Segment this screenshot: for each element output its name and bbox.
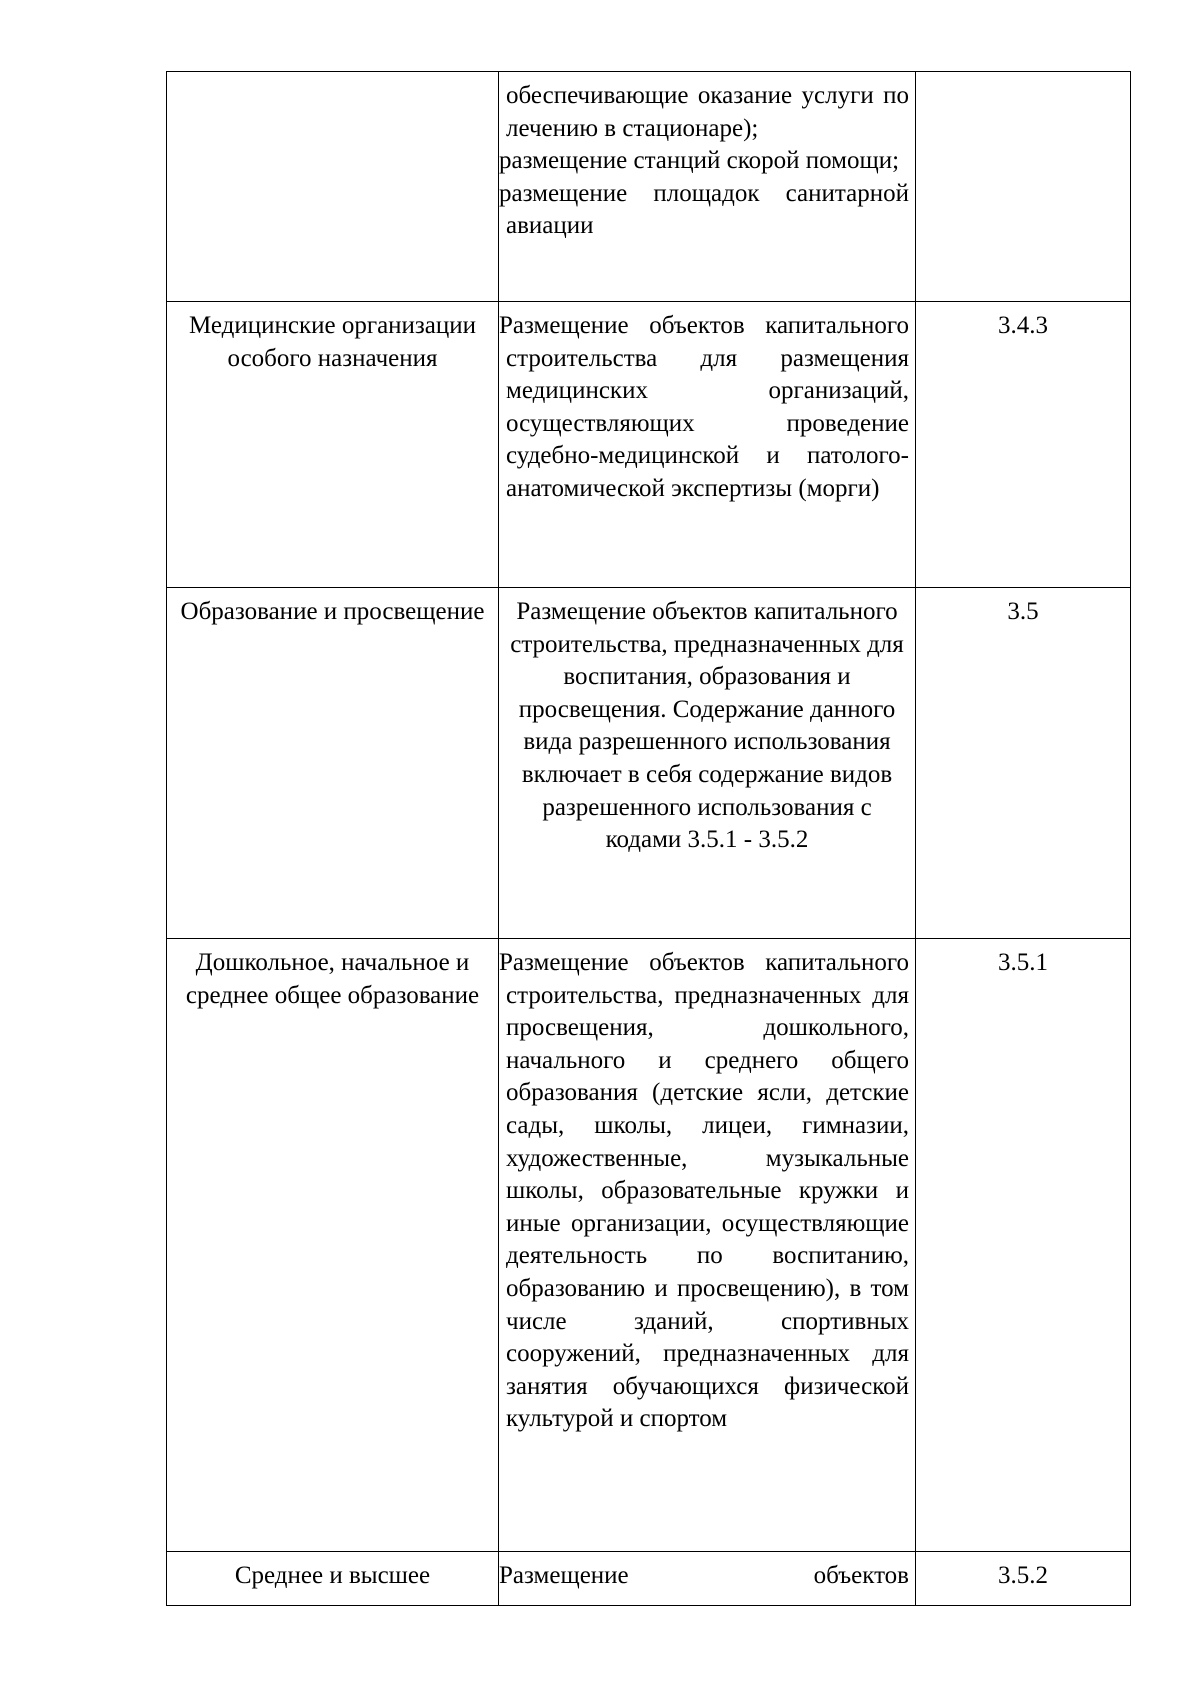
use-description-cell [499,588,916,939]
description-paragraph: Размещение объектов капитального строительства, предназначенных для воспитания, образования и просвещения. Содержание данного вида разрешенного использования включает в себя содержание видов разрешенного использования с кодами 3.5.1 - 3.5.2 [510,598,904,854]
table-row [167,939,1131,1552]
use-code: 3.5 [1007,598,1039,625]
use-code: 3.5.1 [998,949,1048,976]
use-code-cell [916,588,1131,939]
use-code-cell [916,1552,1131,1606]
table-row [167,1552,1131,1606]
use-description-cell [499,939,916,1552]
description-paragraph: Размещение объектов [499,1562,909,1589]
use-name: Образование и просвещение [180,598,485,625]
use-code-cell [916,72,1131,302]
description-paragraph: Размещение объектов капитального строительства, предназначенных для просвещения, дошкольного, начального и среднего общего образования (детские ясли, детские сады, школы, лицеи, гимназии, художественные, музыкальные школы, образовательные кружки и иные организации, осуществляющие деятельность по воспитанию, образованию и просвещению), в том числе зданий, спортивных сооружений, предназначенных для занятия обучающихся физической культурой и спортом [499,949,909,1433]
use-description-cell [499,1552,916,1606]
table-row [167,72,1131,302]
use-code: 3.5.2 [998,1562,1048,1589]
use-name: Медицинские организации особого назначения [188,312,477,372]
use-name-cell [167,72,499,302]
description-paragraph: размещение станций скорой помощи; [499,147,900,175]
table-row [167,588,1131,939]
use-code: 3.4.3 [998,312,1048,339]
use-name-cell [167,588,499,939]
description-paragraph: размещение площадок санитарной авиации [499,179,909,240]
land-use-table [166,71,1131,1606]
use-name-cell [167,939,499,1552]
use-name-cell [167,1552,499,1606]
use-name: Дошкольное, начальное и среднее общее образование [185,949,480,1009]
use-name: Среднее и высшее [234,1562,431,1589]
use-description-cell [499,72,916,302]
table-row [167,302,1131,588]
description-paragraph: Размещение объектов капитального строительства для размещения медицинских организаций, осуществляющих проведение судебно-медицинской и патолого-анатомической экспертизы (морги) [499,312,909,502]
use-description-cell [499,302,916,588]
use-code-cell [916,939,1131,1552]
description-paragraph: обеспечивающие оказание услуги по лечению в стационаре); [506,82,909,142]
use-code-cell [916,302,1131,588]
use-name-cell [167,302,499,588]
